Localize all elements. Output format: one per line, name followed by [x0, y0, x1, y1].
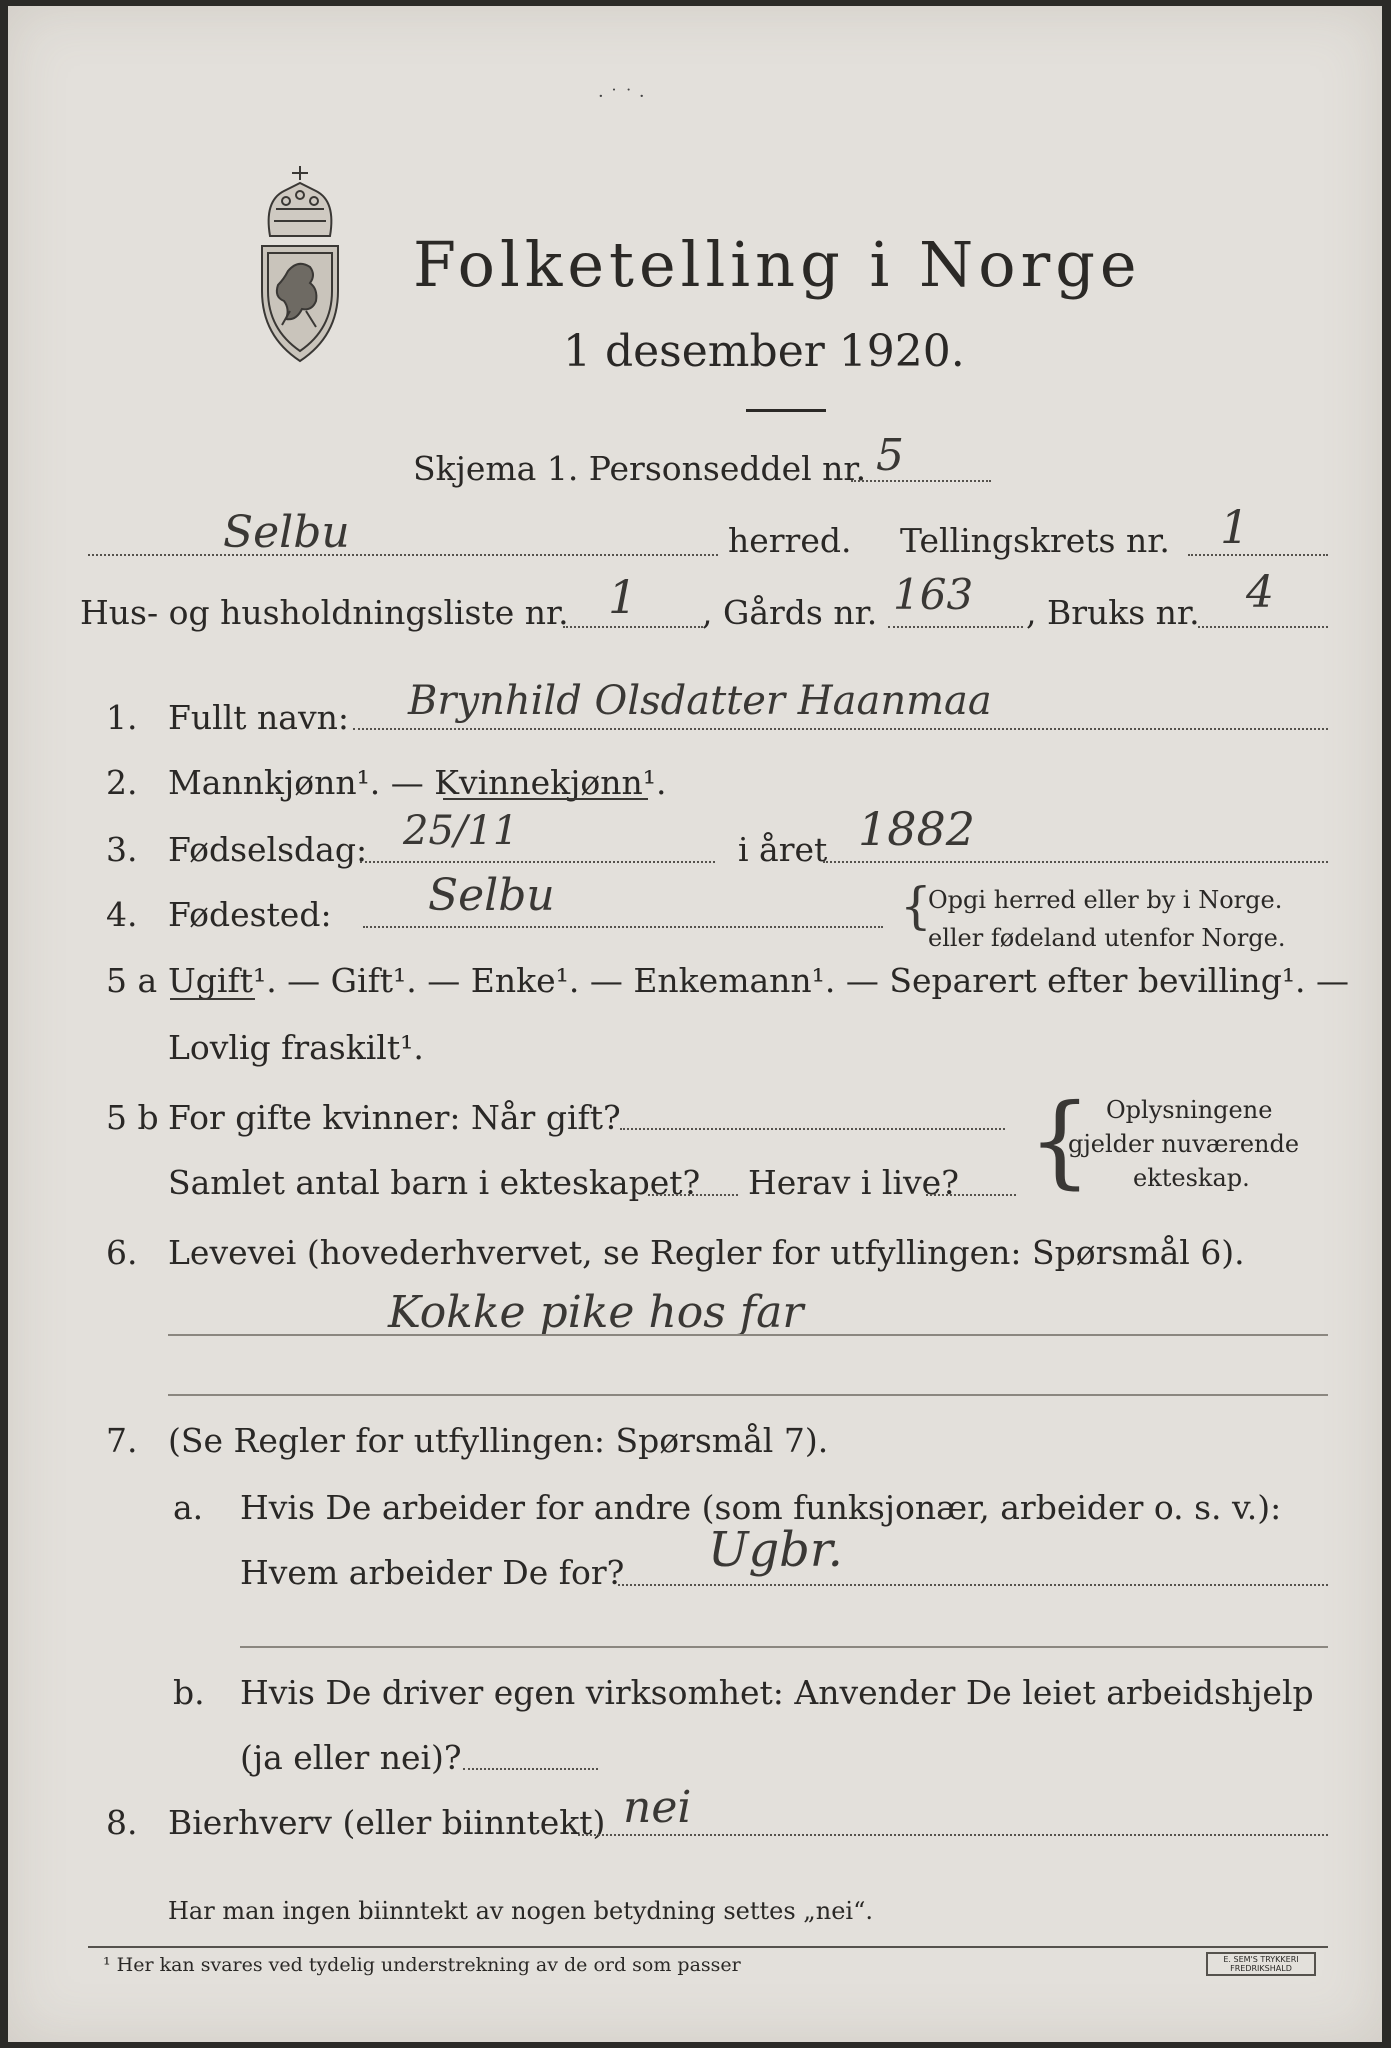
q7b-number: b. — [173, 1673, 205, 1712]
q3-label: Fødselsdag: — [168, 830, 368, 869]
bruks-value[interactable]: 4 — [1246, 567, 1274, 618]
tellingskrets-value[interactable]: 1 — [1220, 500, 1250, 554]
q5b-brace: { — [1028, 1082, 1092, 1199]
title-divider — [746, 409, 826, 412]
bruks-label: , Bruks nr. — [1026, 593, 1200, 632]
q5b-label-1: For gifte kvinner: Når gift? — [168, 1098, 621, 1137]
q7b-line — [463, 1768, 598, 1770]
q7b-line-2: (ja eller nei)? — [240, 1738, 462, 1777]
q3-birthday[interactable]: 25/11 — [403, 808, 519, 854]
q4-note-1: Opgi herred eller by i Norge. — [928, 886, 1283, 914]
form-title: Folketelling i Norge — [413, 228, 1142, 301]
q2-number: 2. — [106, 763, 138, 802]
footnote: ¹ Her kan svares ved tydelig understrekning av de ord som passer — [103, 1954, 741, 1976]
census-form-page — [8, 6, 1382, 2042]
q5b-number: 5 b — [106, 1098, 159, 1137]
schema-line — [851, 480, 991, 482]
q5a-number: 5 a — [106, 961, 158, 1000]
census-date: 1 desember 1920. — [563, 326, 965, 377]
q5b-note-1: Oplysningene — [1106, 1096, 1273, 1124]
q8-number: 8. — [106, 1803, 138, 1842]
q5b-children-line — [648, 1194, 738, 1196]
q7a-number: a. — [173, 1488, 204, 1527]
q8-label: Bierhverv (eller biinntekt) — [168, 1803, 606, 1842]
schema-value[interactable]: 5 — [876, 430, 904, 481]
q5a-line-2: Lovlig fraskilt¹. — [168, 1028, 424, 1067]
q8-line — [578, 1834, 1328, 1836]
q5b-label-2: Samlet antal barn i ekteskapet? — [168, 1163, 701, 1202]
printer-stamp: E. SEM'S TRYKKERI FREDRIKSHALD — [1206, 1952, 1316, 1976]
gards-label: , Gårds nr. — [702, 593, 878, 632]
q4-brace: { — [900, 877, 932, 935]
q7a-employer[interactable]: Ugbr. — [708, 1522, 843, 1578]
hus-line — [563, 626, 703, 628]
q7b-line-1: Hvis De driver egen virksomhet: Anvender De leiet arbeidshjelp — [240, 1673, 1314, 1712]
q3-birth-year[interactable]: 1882 — [858, 802, 976, 856]
q1-number: 1. — [106, 698, 138, 737]
q7a-line-1: Hvis De arbeider for andre (som funksjonær, arbeider o. s. v.): — [240, 1488, 1282, 1527]
q8-side-income[interactable]: nei — [623, 1782, 692, 1833]
q7-label: (Se Regler for utfyllingen: Spørsmål 7). — [168, 1421, 829, 1460]
q6-occupation[interactable]: Kokke pike hos far — [388, 1287, 804, 1338]
q3-number: 3. — [106, 830, 138, 869]
q6-line-1 — [168, 1334, 1328, 1336]
q1-label: Fullt navn: — [168, 698, 349, 737]
herred-line — [88, 554, 718, 556]
hus-value[interactable]: 1 — [608, 570, 638, 624]
norwegian-coat-of-arms-icon — [240, 161, 360, 371]
q2-underline-kvinnekjonn — [443, 798, 648, 800]
q5b-alive-line — [926, 1194, 1016, 1196]
tellingskrets-label: Tellingskrets nr. — [900, 521, 1170, 560]
q7a-line-2: Hvem arbeider De for? — [240, 1553, 625, 1592]
footer-rule — [88, 1946, 1328, 1948]
q3-year-label: i året — [738, 830, 828, 869]
q1-line — [353, 728, 1328, 730]
ink-specks: · ˙ ˙ · — [598, 86, 645, 107]
q4-line — [363, 926, 883, 928]
q5b-married-line — [620, 1128, 1005, 1130]
schema-label: Skjema 1. Personseddel nr. — [413, 449, 867, 488]
q4-birthplace[interactable]: Selbu — [428, 870, 555, 921]
q3-day-line — [360, 861, 715, 863]
q7a-extra-line — [240, 1646, 1328, 1648]
tellingskrets-line — [1188, 554, 1328, 556]
herred-label: herred. — [728, 521, 852, 560]
q4-note-2: eller fødeland utenfor Norge. — [928, 924, 1286, 952]
q4-number: 4. — [106, 895, 138, 934]
q6-number: 6. — [106, 1233, 138, 1272]
q6-label: Levevei (hovederhvervet, se Regler for utfyllingen: Spørsmål 6). — [168, 1233, 1245, 1272]
q5a-underline-ugift — [170, 998, 255, 1000]
hus-label: Hus- og husholdningsliste nr. — [80, 593, 569, 632]
footer-note: Har man ingen biinntekt av nogen betydning settes „nei“. — [168, 1897, 873, 1925]
q6-line-2 — [168, 1394, 1328, 1396]
q2-label: Mannkjønn¹. — Kvinnekjønn¹. — [168, 763, 667, 802]
q7-number: 7. — [106, 1421, 138, 1460]
q5a-line-1: Ugift¹. — Gift¹. — Enke¹. — Enkemann¹. — Separert efter bevilling¹. — — [168, 961, 1350, 1000]
q7a-line — [618, 1584, 1328, 1586]
q4-label: Fødested: — [168, 895, 332, 934]
herred-value[interactable]: Selbu — [223, 507, 350, 558]
q5b-note-2: gjelder nuværende — [1068, 1130, 1300, 1158]
bruks-line — [1198, 626, 1328, 628]
q1-full-name[interactable]: Brynhild Olsdatter Haanmaa — [408, 678, 992, 724]
q3-year-line — [823, 861, 1328, 863]
q5b-note-3: ekteskap. — [1133, 1164, 1250, 1192]
gards-line — [888, 626, 1023, 628]
q5b-label-3: Herav i live? — [748, 1163, 959, 1202]
gards-value[interactable]: 163 — [893, 570, 974, 619]
